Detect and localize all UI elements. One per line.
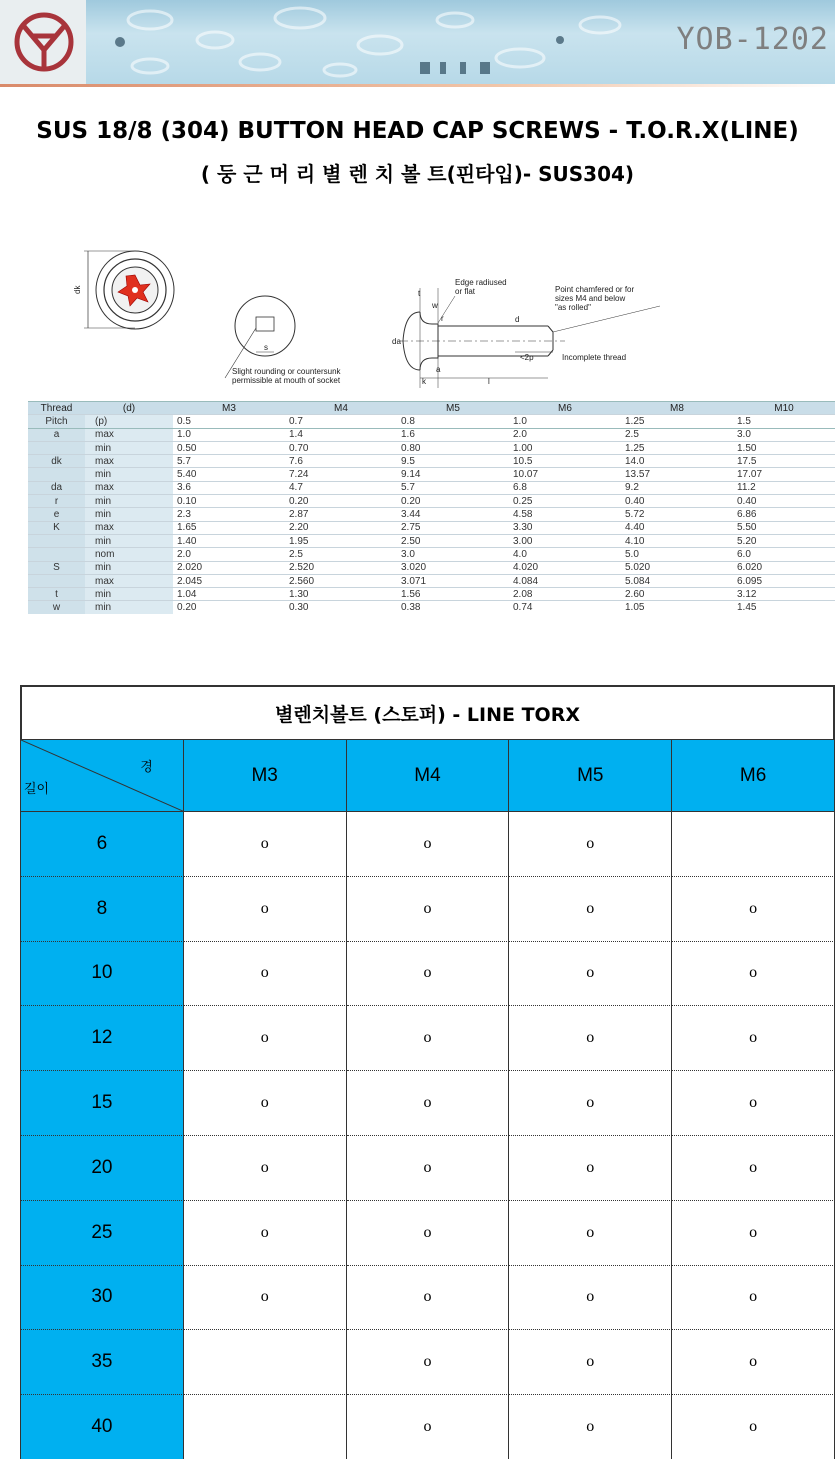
availability-mark-cell: o (672, 1136, 835, 1201)
spec-value-cell: 9.5 (397, 455, 509, 468)
spec-value-cell: 5.72 (621, 508, 733, 521)
spec-value-cell: 5.50 (733, 521, 835, 534)
spec-row-sublabel: nom (85, 548, 173, 561)
spec-value-cell: 9.14 (397, 468, 509, 481)
spec-value-cell: 0.8 (397, 415, 509, 428)
spec-value-cell: 5.7 (397, 481, 509, 494)
spec-value-cell: 2.560 (285, 574, 397, 587)
spec-value-cell: 2.20 (285, 521, 397, 534)
spec-value-cell: 1.05 (621, 601, 733, 614)
spec-header-cell: M8 (621, 402, 733, 415)
corner-cell (20, 740, 184, 812)
spec-value-cell: 1.0 (509, 415, 621, 428)
availability-row (20, 1006, 835, 1071)
spec-value-cell: 5.084 (621, 574, 733, 587)
availability-mark-cell: o (347, 1071, 510, 1136)
spec-value-cell: 1.65 (173, 521, 285, 534)
availability-mark-cell: o (184, 1071, 347, 1136)
t-label: t (418, 289, 421, 298)
length-cell: 25 (20, 1201, 184, 1266)
spec-value-cell: 2.50 (397, 534, 509, 547)
spec-value-cell: 4.0 (509, 548, 621, 561)
spec-row (28, 574, 835, 587)
spec-header-cell: M10 (733, 402, 835, 415)
spec-row-sublabel: min (85, 534, 173, 547)
availability-header-row (20, 740, 835, 812)
spec-value-cell: 3.020 (397, 561, 509, 574)
diagonal-line (21, 740, 185, 812)
spec-value-cell: 0.20 (285, 495, 397, 508)
k-label: k (422, 377, 426, 386)
availability-row (20, 1395, 835, 1459)
spec-value-cell: 4.084 (509, 574, 621, 587)
spec-row-label: Pitch (28, 415, 85, 428)
length-cell: 30 (20, 1266, 184, 1331)
spec-value-cell: 0.74 (509, 601, 621, 614)
spec-row (28, 495, 835, 508)
spec-value-cell: 2.3 (173, 508, 285, 521)
r-label: r (441, 314, 444, 323)
edge-note: Edge radiused (455, 278, 507, 287)
length-cell: 15 (20, 1071, 184, 1136)
spec-row-label (28, 534, 85, 547)
availability-caption: 별렌치볼트 (스토퍼) - LINE TORX (20, 685, 835, 740)
availability-mark-cell: o (509, 1266, 672, 1331)
screw-technical-drawing (20, 248, 720, 396)
a-label: a (436, 365, 441, 374)
availability-mark-cell: o (672, 1201, 835, 1266)
page-title: SUS 18/8 (304) BUTTON HEAD CAP SCREWS - T.O.R.X(LINE) (36, 118, 799, 144)
spec-value-cell: 0.7 (285, 415, 397, 428)
availability-mark-cell: o (509, 1071, 672, 1136)
spec-value-cell: 2.520 (285, 561, 397, 574)
availability-mark-cell (184, 1395, 347, 1459)
spec-value-cell: 6.020 (733, 561, 835, 574)
spec-row-label: r (28, 495, 85, 508)
two-p-label: <2p (520, 353, 534, 362)
availability-mark-cell: o (184, 877, 347, 942)
spec-value-cell: 3.44 (397, 508, 509, 521)
diameter-label: 경 (140, 760, 153, 775)
spec-value-cell: 3.12 (733, 588, 835, 601)
spec-value-cell: 2.75 (397, 521, 509, 534)
spec-value-cell: 3.0 (397, 548, 509, 561)
availability-mark-cell: o (184, 1266, 347, 1331)
column-header-m4: M4 (347, 740, 510, 812)
spec-row (28, 561, 835, 574)
availability-row (20, 877, 835, 942)
spec-value-cell: 2.0 (173, 548, 285, 561)
spec-value-cell: 3.0 (733, 428, 835, 441)
length-label: 길이 (24, 782, 50, 797)
spec-row-sublabel: min (85, 441, 173, 454)
availability-mark-cell: o (347, 942, 510, 1007)
spec-header-row (28, 402, 835, 415)
spec-value-cell: 11.2 (733, 481, 835, 494)
availability-mark-cell: o (509, 942, 672, 1007)
spec-row-sublabel: max (85, 521, 173, 534)
spec-row-label (28, 548, 85, 561)
availability-mark-cell: o (347, 1136, 510, 1201)
spec-value-cell: 1.56 (397, 588, 509, 601)
spec-row-label: a (28, 428, 85, 441)
spec-row-label: w (28, 601, 85, 614)
spec-value-cell: 3.6 (173, 481, 285, 494)
spec-value-cell: 9.2 (621, 481, 733, 494)
spec-value-cell: 1.45 (733, 601, 835, 614)
availability-mark-cell: o (672, 942, 835, 1007)
spec-row-label: dk (28, 455, 85, 468)
spec-row-label (28, 574, 85, 587)
column-header-m6: M6 (672, 740, 835, 812)
spec-row-label: e (28, 508, 85, 521)
spec-value-cell: 13.57 (621, 468, 733, 481)
spec-header-cell: M4 (285, 402, 397, 415)
spec-row (28, 428, 835, 441)
header-banner (0, 0, 835, 84)
spec-row-label (28, 468, 85, 481)
spec-value-cell: 1.30 (285, 588, 397, 601)
column-header-m3: M3 (184, 740, 347, 812)
spec-row (28, 508, 835, 521)
spec-value-cell: 4.7 (285, 481, 397, 494)
spec-value-cell: 5.7 (173, 455, 285, 468)
spec-row-sublabel: (p) (85, 415, 173, 428)
spec-header-cell: M3 (173, 402, 285, 415)
spec-row-sublabel: max (85, 481, 173, 494)
spec-value-cell: 4.40 (621, 521, 733, 534)
spec-row-sublabel: min (85, 601, 173, 614)
availability-mark-cell: o (347, 1395, 510, 1459)
spec-value-cell: 5.20 (733, 534, 835, 547)
spec-row (28, 601, 835, 614)
spec-value-cell: 0.80 (397, 441, 509, 454)
length-cell: 40 (20, 1395, 184, 1459)
availability-mark-cell (672, 812, 835, 877)
spec-value-cell: 0.38 (397, 601, 509, 614)
spec-value-cell: 3.00 (509, 534, 621, 547)
w-label: w (432, 301, 438, 310)
length-cell: 10 (20, 942, 184, 1007)
spec-value-cell: 4.10 (621, 534, 733, 547)
spec-header-cell: (d) (85, 402, 173, 415)
spec-row-sublabel: max (85, 574, 173, 587)
spec-value-cell: 7.24 (285, 468, 397, 481)
banner-divider (0, 84, 835, 87)
point-note: Point chamfered or for (555, 285, 635, 294)
spec-header-cell: M5 (397, 402, 509, 415)
availability-mark-cell: o (347, 812, 510, 877)
l-label: l (488, 377, 490, 386)
page-subtitle: ( 둥 근 머 리 별 렌 치 볼 트(핀타입)- SUS304) (200, 162, 635, 186)
s-label: s (264, 343, 268, 352)
spec-value-cell: 1.5 (733, 415, 835, 428)
point-note-3: "as rolled" (555, 303, 591, 312)
spec-header-cell: M6 (509, 402, 621, 415)
head-top-view (73, 251, 174, 329)
availability-row (20, 812, 835, 877)
spec-value-cell: 6.86 (733, 508, 835, 521)
spec-value-cell: 2.0 (509, 428, 621, 441)
spec-pitch-row (28, 415, 835, 428)
spec-value-cell: 10.07 (509, 468, 621, 481)
availability-mark-cell: o (347, 1266, 510, 1331)
availability-mark-cell: o (347, 1201, 510, 1266)
spec-value-cell: 1.25 (621, 415, 733, 428)
spec-value-cell: 2.045 (173, 574, 285, 587)
availability-mark-cell: o (347, 1330, 510, 1395)
spec-value-cell: 0.50 (173, 441, 285, 454)
spec-value-cell: 0.40 (733, 495, 835, 508)
spec-value-cell: 10.5 (509, 455, 621, 468)
spec-value-cell: 2.020 (173, 561, 285, 574)
spec-row (28, 548, 835, 561)
spec-value-cell: 3.30 (509, 521, 621, 534)
availability-row (20, 1330, 835, 1395)
spec-value-cell: 4.58 (509, 508, 621, 521)
d-label: d (515, 315, 520, 324)
spec-value-cell: 2.08 (509, 588, 621, 601)
availability-mark-cell: o (672, 1071, 835, 1136)
spec-value-cell: 0.20 (173, 601, 285, 614)
availability-row (20, 942, 835, 1007)
spec-value-cell: 1.6 (397, 428, 509, 441)
availability-mark-cell: o (672, 877, 835, 942)
spec-value-cell: 17.07 (733, 468, 835, 481)
availability-mark-cell: o (672, 1266, 835, 1331)
spec-value-cell: 5.40 (173, 468, 285, 481)
point-note-2: sizes M4 and below (555, 294, 626, 303)
screw-side-view (392, 278, 660, 388)
availability-row (20, 1136, 835, 1201)
spec-row-sublabel: max (85, 428, 173, 441)
spec-row (28, 588, 835, 601)
spec-value-cell: 2.5 (285, 548, 397, 561)
availability-mark-cell: o (672, 1395, 835, 1459)
length-cell: 12 (20, 1006, 184, 1071)
dk-label: dk (73, 285, 82, 294)
spec-row-sublabel: min (85, 561, 173, 574)
spec-value-cell: 7.6 (285, 455, 397, 468)
incomplete-thread-note: Incomplete thread (562, 353, 627, 362)
spec-value-cell: 4.020 (509, 561, 621, 574)
availability-mark-cell: o (509, 1136, 672, 1201)
spec-value-cell: 14.0 (621, 455, 733, 468)
yob-logo-icon (0, 0, 86, 84)
availability-mark-cell: o (184, 1201, 347, 1266)
socket-view (225, 296, 342, 385)
spec-row (28, 468, 835, 481)
product-code: YOB-1202 (676, 22, 829, 57)
spec-value-cell: 0.5 (173, 415, 285, 428)
spec-value-cell: 0.10 (173, 495, 285, 508)
availability-mark-cell: o (184, 1136, 347, 1201)
da-label: da (392, 337, 401, 346)
availability-row (20, 1266, 835, 1331)
availability-body (20, 812, 835, 1459)
column-header-m5: M5 (509, 740, 672, 812)
spec-row-label: K (28, 521, 85, 534)
spec-row (28, 441, 835, 454)
edge-note-2: or flat (455, 287, 476, 296)
availability-mark-cell: o (347, 877, 510, 942)
spec-row-label: S (28, 561, 85, 574)
spec-value-cell: 5.0 (621, 548, 733, 561)
availability-table (20, 685, 835, 1459)
spec-row-sublabel: min (85, 508, 173, 521)
availability-mark-cell: o (509, 877, 672, 942)
availability-mark-cell: o (672, 1330, 835, 1395)
availability-mark-cell: o (509, 1330, 672, 1395)
spec-value-cell: 0.40 (621, 495, 733, 508)
slight-rounding-note-2: permissible at mouth of socket (232, 376, 341, 385)
availability-mark-cell: o (184, 812, 347, 877)
spec-value-cell: 0.30 (285, 601, 397, 614)
spec-value-cell: 1.40 (173, 534, 285, 547)
slight-rounding-note: Slight rounding or countersunk (232, 367, 341, 376)
length-cell: 20 (20, 1136, 184, 1201)
spec-value-cell: 1.4 (285, 428, 397, 441)
spec-value-cell: 2.60 (621, 588, 733, 601)
availability-row (20, 1071, 835, 1136)
availability-mark-cell: o (509, 1006, 672, 1071)
availability-mark-cell: o (509, 812, 672, 877)
spec-value-cell: 2.5 (621, 428, 733, 441)
spec-value-cell: 17.5 (733, 455, 835, 468)
spec-row-sublabel: min (85, 495, 173, 508)
availability-mark-cell (184, 1330, 347, 1395)
length-cell: 6 (20, 812, 184, 877)
spec-row-label: t (28, 588, 85, 601)
spec-value-cell: 1.00 (509, 441, 621, 454)
spec-header-cell: Thread (28, 402, 85, 415)
spec-value-cell: 6.095 (733, 574, 835, 587)
spec-value-cell: 0.25 (509, 495, 621, 508)
spec-value-cell: 0.20 (397, 495, 509, 508)
spec-value-cell: 1.25 (621, 441, 733, 454)
spec-value-cell: 1.50 (733, 441, 835, 454)
length-cell: 35 (20, 1330, 184, 1395)
spec-row-sublabel: min (85, 588, 173, 601)
availability-row (20, 1201, 835, 1266)
spec-row-label: da (28, 481, 85, 494)
spec-row-sublabel: max (85, 455, 173, 468)
spec-row (28, 521, 835, 534)
availability-mark-cell: o (509, 1201, 672, 1266)
spec-row (28, 455, 835, 468)
company-logo (0, 0, 86, 84)
spec-row (28, 534, 835, 547)
spec-value-cell: 1.04 (173, 588, 285, 601)
spec-value-cell: 1.95 (285, 534, 397, 547)
availability-mark-cell: o (184, 942, 347, 1007)
spec-value-cell: 3.071 (397, 574, 509, 587)
spec-value-cell: 1.0 (173, 428, 285, 441)
length-cell: 8 (20, 877, 184, 942)
dimension-spec-table (28, 401, 835, 614)
spec-value-cell: 6.0 (733, 548, 835, 561)
spec-value-cell: 5.020 (621, 561, 733, 574)
spec-row-sublabel: min (85, 468, 173, 481)
availability-mark-cell: o (347, 1006, 510, 1071)
spec-value-cell: 2.87 (285, 508, 397, 521)
availability-mark-cell: o (184, 1006, 347, 1071)
availability-mark-cell: o (672, 1006, 835, 1071)
spec-row-label (28, 441, 85, 454)
availability-mark-cell: o (509, 1395, 672, 1459)
spec-value-cell: 0.70 (285, 441, 397, 454)
spec-value-cell: 6.8 (509, 481, 621, 494)
spec-row (28, 481, 835, 494)
